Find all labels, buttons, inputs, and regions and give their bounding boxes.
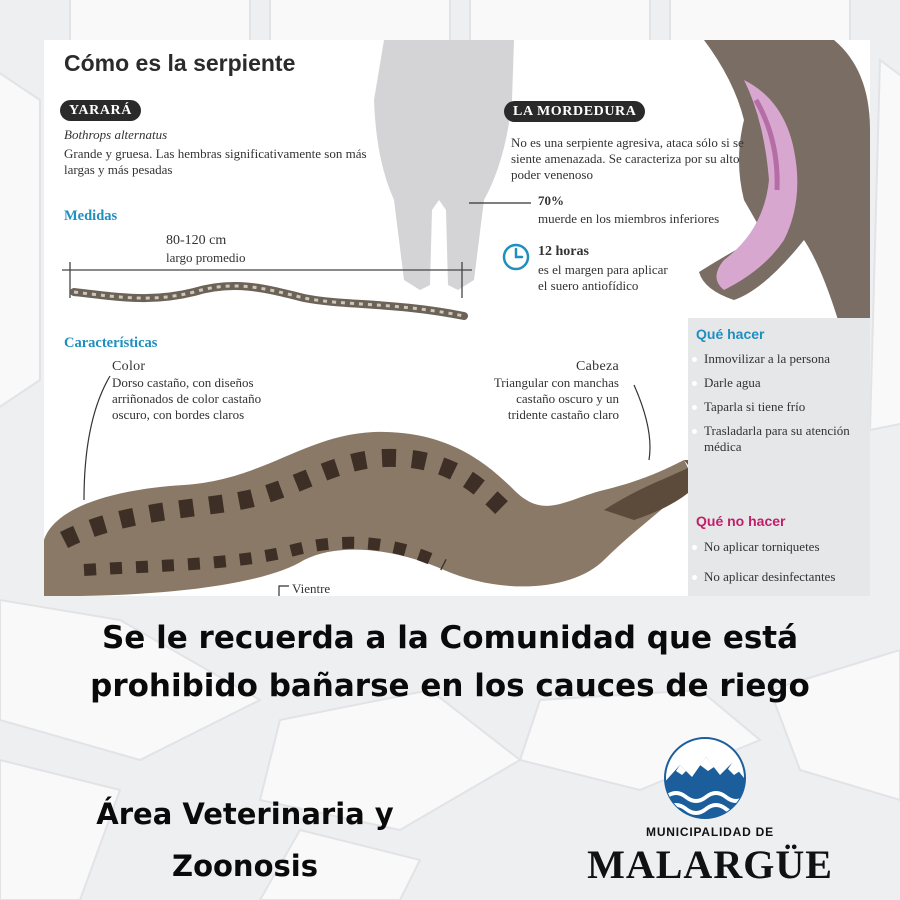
small-snake-image	[74, 286, 464, 316]
list-item: Inmovilizar a la persona	[690, 351, 870, 367]
bite-percent-label: muerde en los miembros inferiores	[538, 211, 720, 226]
logo-big-text: MALARGÜE	[587, 842, 833, 887]
belly-label: Vientre	[292, 581, 331, 596]
color-title: Color	[112, 359, 146, 374]
what-not-to-do-heading: Qué no hacer	[696, 513, 786, 529]
color-text: Dorso castaño, con diseños arriñonados de color castaño oscuro, con bordes claros	[112, 375, 262, 422]
yarara-description: Grande y gruesa. Las hembras significativamente son más largas y más pesadas	[64, 146, 367, 177]
bite-description: No es una serpiente agresiva, ataca sólo si se siente amenazada. Se caracteriza por su alto poder venenoso	[511, 135, 744, 182]
list-item: No aplicar torniquetes	[690, 539, 870, 555]
department-line-2: Zoonosis	[172, 849, 318, 883]
community-notice	[0, 614, 900, 710]
what-to-do-heading: Qué hacer	[696, 326, 765, 342]
bite-hours-label: es el margen para aplicar el suero antiofídico	[538, 262, 668, 293]
department-name	[30, 788, 460, 892]
large-snake-image	[44, 432, 759, 596]
head-title: Cabeza	[576, 359, 619, 374]
clock-icon	[501, 242, 531, 272]
yarara-tag: YARARÁ	[60, 100, 141, 121]
scientific-name: Bothrops alternatus	[64, 127, 168, 142]
human-silhouette	[374, 40, 514, 290]
head-text: Triangular con manchas castaño oscuro y un tridente castaño claro	[493, 375, 619, 422]
notice-line-2: prohibido bañarse en los cauces de riego	[90, 668, 810, 704]
snake-infographic	[44, 40, 870, 596]
mountain-logo-icon	[662, 735, 748, 821]
medidas-heading: Medidas	[64, 208, 118, 224]
what-to-do-list	[690, 351, 870, 463]
list-item: No aplicar desinfectantes	[690, 569, 870, 585]
logo-small-text: MUNICIPALIDAD DE	[646, 825, 774, 839]
bite-hours: 12 horas	[538, 244, 589, 259]
bite-percent: 70%	[538, 193, 564, 208]
length-value: 80-120 cm	[166, 233, 227, 248]
bite-tag: LA MORDEDURA	[504, 101, 645, 122]
what-not-to-do-list	[690, 539, 870, 596]
length-label: largo promedio	[166, 250, 246, 265]
color-annotation	[112, 359, 302, 423]
department-line-1: Área Veterinaria y	[96, 797, 394, 831]
list-item: Trasladarla para su atención médica	[690, 423, 870, 455]
municipality-logo	[560, 735, 870, 895]
infographic-title: Cómo es la serpiente	[64, 50, 296, 76]
snake-head-open-mouth	[699, 40, 870, 340]
head-annotation	[474, 359, 619, 423]
caracteristicas-heading: Características	[64, 335, 158, 351]
notice-line-1: Se le recuerda a la Comunidad que está	[101, 620, 799, 656]
list-item: Taparla si tiene frío	[690, 399, 870, 415]
list-item: Darle agua	[690, 375, 870, 391]
